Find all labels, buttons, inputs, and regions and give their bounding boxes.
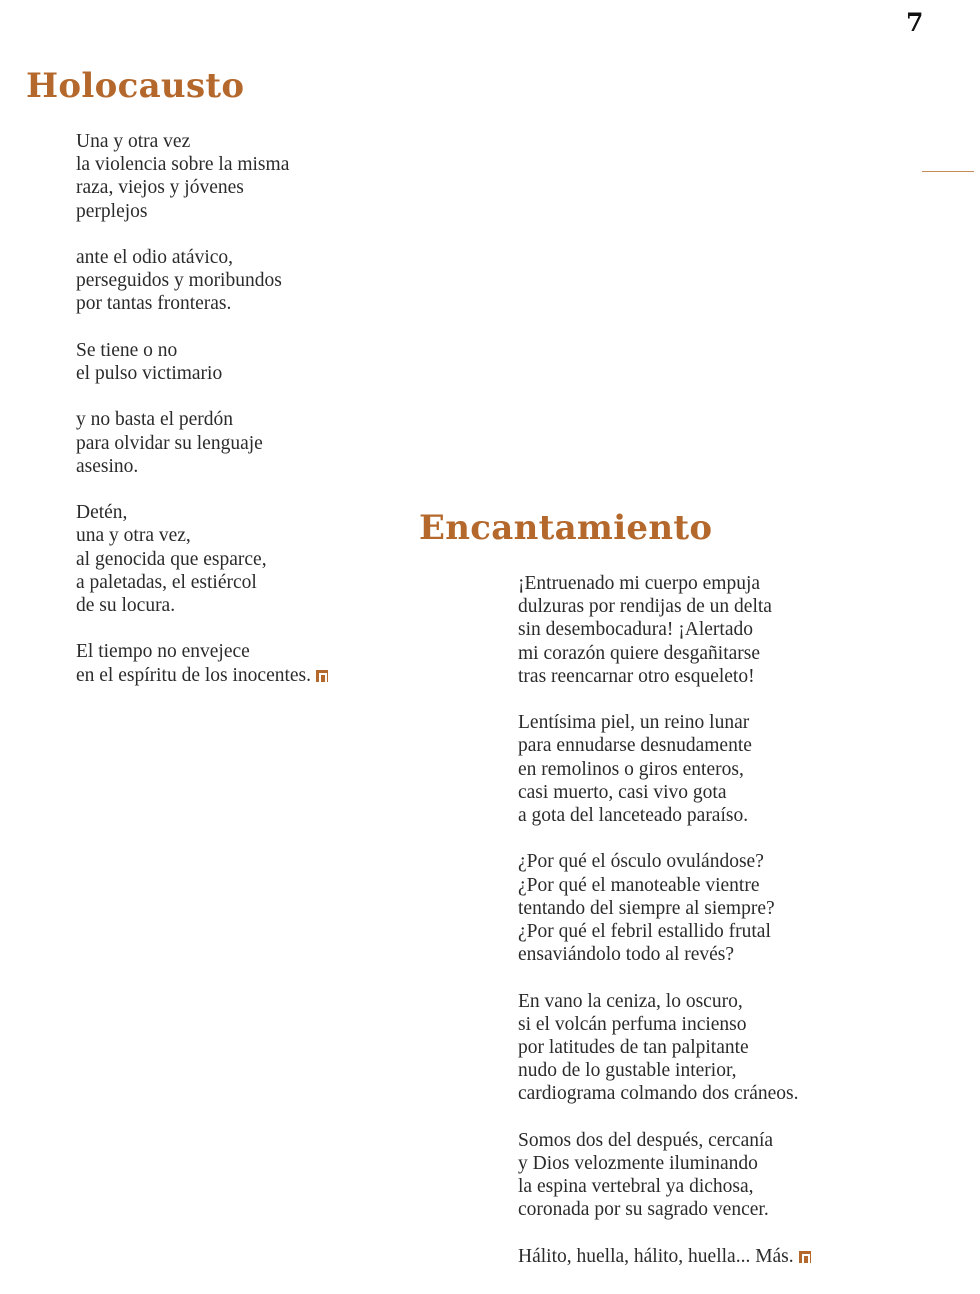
poem-line-text: para olvidar su lenguaje — [76, 432, 263, 454]
end-of-article-icon — [799, 1251, 811, 1263]
side-rule-divider — [922, 171, 974, 172]
poem-line-text: perplejos — [76, 200, 148, 222]
stanza — [76, 640, 328, 686]
poem-line — [76, 432, 328, 455]
poem-line — [76, 153, 328, 176]
stanza — [76, 246, 328, 316]
poem-line — [76, 664, 328, 687]
poem-line — [76, 548, 328, 571]
poem-line-text: ensaviándolo todo al revés? — [518, 944, 735, 966]
poem-line — [76, 455, 328, 478]
poem-line — [518, 897, 811, 920]
poem-line — [76, 292, 328, 315]
poem-line — [76, 269, 328, 292]
poem-line — [518, 665, 811, 688]
poem-line-text: si el volcán perfuma incienso — [518, 1013, 747, 1035]
poem-line-text: y Dios velozmente iluminando — [518, 1153, 758, 1175]
stanza — [76, 408, 328, 478]
poem-line-text: el pulso victimario — [76, 363, 223, 384]
poem-line-text: mi corazón quiere desgañitarse — [518, 642, 761, 664]
poem-line — [518, 1175, 811, 1198]
stanza — [518, 990, 811, 1106]
poem-line-text: en el espíritu de los inocentes. — [76, 664, 312, 686]
poem-line-text: tentando del siempre al siempre? — [518, 897, 775, 919]
poem-line — [518, 1245, 811, 1268]
poem-body-encantamiento — [518, 572, 811, 1268]
poem-line — [76, 200, 328, 223]
poem-line-text: raza, viejos y jóvenes — [76, 177, 244, 199]
poem-line — [76, 408, 328, 431]
stanza — [518, 850, 811, 966]
poem-line-text: sin desembocadura! ¡Alertado — [518, 619, 753, 641]
poem-line-text: tras reencarnar otro esqueleto! — [518, 665, 755, 687]
stanza — [76, 501, 328, 617]
poem-line — [76, 339, 328, 362]
poem-line-text: Detén, — [76, 502, 128, 524]
poem-line-text: Se tiene o no — [76, 339, 178, 361]
poem-line — [518, 734, 811, 757]
poem-line-text: casi muerto, casi vivo gota — [518, 781, 727, 803]
poem-line — [518, 642, 811, 665]
poem-line-text: Una y otra vez — [76, 131, 191, 152]
poem-line — [518, 618, 811, 641]
poem-line-text: dulzuras por rendijas de un delta — [518, 596, 772, 618]
poem-line-text: Somos dos del después, cercanía — [518, 1129, 774, 1151]
poem-line — [518, 804, 811, 827]
poem-title-holocausto: Holocausto — [26, 66, 245, 106]
poem-line — [518, 874, 811, 897]
poem-line — [76, 176, 328, 199]
poem-line-text: ¿Por qué el febril estallido frutal — [518, 921, 771, 943]
poem-line-text: para ennudarse desnudamente — [518, 735, 752, 757]
poem-line — [518, 850, 811, 873]
poem-line — [518, 1059, 811, 1082]
poem-line — [518, 1129, 811, 1152]
poem-line — [76, 130, 328, 153]
poem-line — [518, 595, 811, 618]
poem-line — [76, 640, 328, 663]
poem-line — [76, 524, 328, 547]
poem-line — [76, 362, 328, 385]
poem-line-text: en remolinos o giros enteros, — [518, 758, 744, 780]
poem-line-text: al genocida que esparce, — [76, 548, 267, 570]
poem-line — [518, 1036, 811, 1059]
poem-line-text: ¿Por qué el manoteable vientre — [518, 874, 760, 896]
page-number: 7 — [906, 8, 924, 37]
poem-line-text: por latitudes de tan palpitante — [518, 1037, 749, 1059]
poem-line — [518, 711, 811, 734]
poem-line — [76, 594, 328, 617]
poem-line — [518, 1198, 811, 1221]
poem-line — [518, 758, 811, 781]
poem-title-encantamiento: Encantamiento — [419, 508, 713, 548]
stanza — [518, 1129, 811, 1222]
poem-line — [518, 943, 811, 966]
poem-line-text: ante el odio atávico, — [76, 247, 234, 268]
poem-body-holocausto — [76, 130, 328, 687]
poem-line-text: El tiempo no envejece — [76, 641, 250, 663]
poem-line-text: la violencia sobre la misma — [76, 154, 290, 176]
poem-line — [518, 990, 811, 1013]
poem-line — [518, 781, 811, 804]
stanza — [518, 1245, 811, 1268]
poem-line-text: cardiograma colmando dos cráneos. — [518, 1083, 799, 1105]
poem-line-text: a paletadas, el estiércol — [76, 571, 257, 593]
poem-line — [76, 246, 328, 269]
poem-line — [518, 1013, 811, 1036]
poem-line-text: de su locura. — [76, 595, 176, 616]
poem-line-text: y no basta el perdón — [76, 409, 234, 431]
poem-line-text: por tantas fronteras. — [76, 293, 232, 315]
poem-line-text: la espina vertebral ya dichosa, — [518, 1176, 754, 1198]
poem-line-text: Hálito, huella, hálito, huella... Más. — [518, 1245, 794, 1267]
poem-line-text: una y otra vez, — [76, 525, 191, 547]
poem-line — [518, 920, 811, 943]
end-of-article-icon — [316, 670, 328, 682]
poem-line-text: coronada por su sagrado vencer. — [518, 1199, 769, 1221]
stanza — [518, 711, 811, 827]
poem-line — [76, 501, 328, 524]
poem-line — [518, 1152, 811, 1175]
poem-line-text: ¡Entruenado mi cuerpo empuja — [518, 573, 761, 594]
poem-line-text: a gota del lanceteado paraíso. — [518, 805, 749, 827]
poem-line-text: nudo de lo gustable interior, — [518, 1060, 737, 1082]
stanza — [76, 130, 328, 223]
poem-line-text: perseguidos y moribundos — [76, 270, 282, 292]
stanza — [76, 339, 328, 385]
poem-line-text: En vano la ceniza, lo oscuro, — [518, 990, 743, 1012]
poem-line — [76, 571, 328, 594]
poem-line-text: asesino. — [76, 455, 139, 477]
poem-line — [518, 1082, 811, 1105]
poem-line — [518, 572, 811, 595]
stanza — [518, 572, 811, 688]
poem-line-text: ¿Por qué el ósculo ovulándose? — [518, 851, 764, 873]
poem-line-text: Lentísima piel, un reino lunar — [518, 712, 750, 734]
